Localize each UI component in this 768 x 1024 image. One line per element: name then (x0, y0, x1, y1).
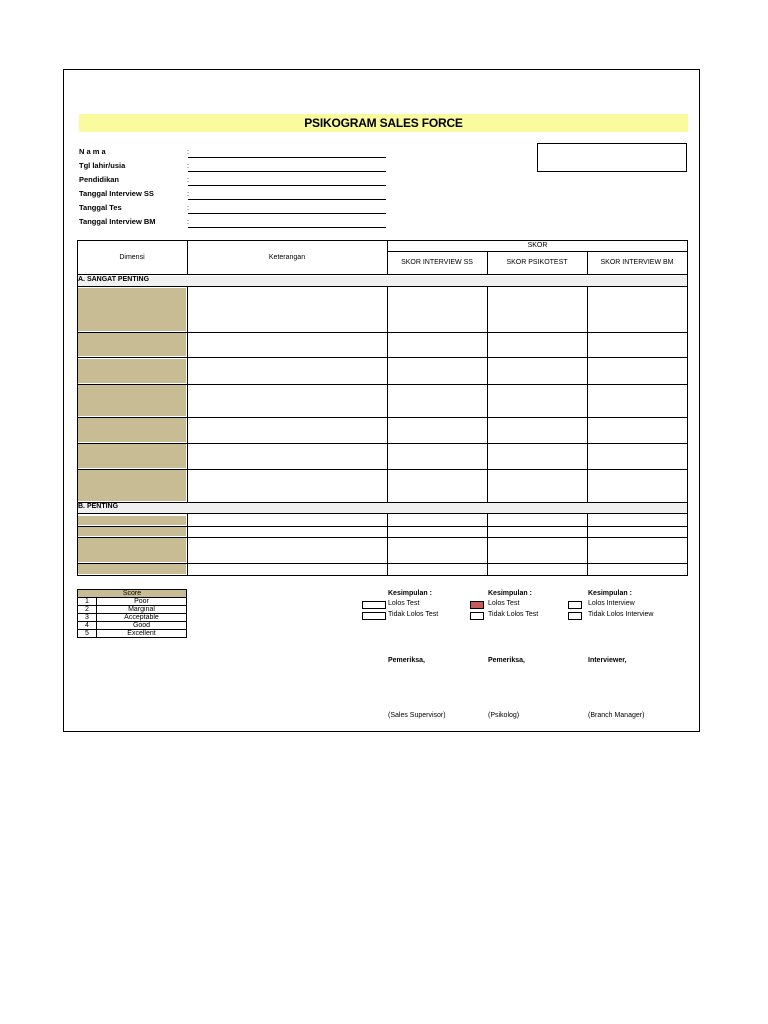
signature-title-ss: (Sales Supervisor) (388, 712, 446, 719)
grid-line (687, 240, 688, 576)
section-b-label: B. PENTING (78, 503, 119, 510)
dimension-cell (78, 385, 186, 416)
grid-line (77, 537, 688, 538)
field-colon: : (187, 189, 190, 198)
grid-line (187, 240, 387, 241)
grid-line (387, 286, 388, 502)
grid-line (587, 513, 588, 576)
field-colon: : (187, 203, 190, 212)
grid-line (77, 443, 688, 444)
field-line-pendidikan[interactable] (188, 185, 386, 186)
checkbox-lolos-test-ss[interactable] (362, 601, 386, 609)
checkbox-lolos-interview-bm[interactable] (568, 601, 582, 609)
checkbox-lolos-test-psikotest[interactable] (470, 601, 484, 609)
dimension-cell (78, 418, 186, 442)
checkbox-tidak-lolos-test-ss[interactable] (362, 612, 386, 620)
dimension-cell (78, 527, 186, 536)
field-line-tanggal-interview-bm[interactable] (188, 227, 386, 228)
conclusion-pass-psikotest: Lolos Test (488, 600, 520, 607)
conclusion-fail-ss: Tidak Lolos Test (388, 611, 439, 618)
conclusion-heading-bm: Kesimpulan : (588, 590, 632, 597)
grid-line (587, 286, 588, 502)
score-num: 4 (78, 622, 97, 630)
grid-line (77, 332, 688, 333)
grid-line (77, 469, 688, 470)
field-label-tanggal-interview-bm: Tanggal Interview BM (79, 217, 156, 226)
section-a-label: A. SANGAT PENTING (78, 276, 150, 283)
header-dimensi: Dimensi (119, 254, 145, 261)
grid-line (77, 384, 688, 385)
conclusion-pass-bm: Lolos Interview (588, 600, 635, 607)
conclusion-heading-ss: Kesimpulan : (388, 590, 432, 597)
field-colon: : (187, 161, 190, 170)
section-b-bar (78, 503, 687, 513)
photo-box (537, 143, 687, 172)
psikogram-sheet (63, 69, 700, 732)
grid-line (77, 240, 187, 241)
conclusion-fail-psikotest: Tidak Lolos Test (488, 611, 539, 618)
dimension-cell (78, 333, 186, 356)
grid-line (487, 286, 488, 502)
dimension-cell (78, 470, 186, 501)
score-grid (77, 240, 688, 577)
signature-title-bm: (Branch Manager) (588, 712, 645, 719)
header-skor-psikotest: SKOR PSIKOTEST (506, 259, 568, 266)
score-num: 2 (78, 606, 97, 614)
dimension-cell (78, 288, 186, 331)
checkbox-tidak-lolos-test-psikotest[interactable] (470, 612, 484, 620)
grid-line (77, 502, 688, 503)
grid-line (77, 417, 688, 418)
grid-line (187, 286, 188, 502)
grid-line (387, 251, 688, 252)
signature-role-ss: Pemeriksa, (388, 657, 425, 664)
conclusion-heading-psikotest: Kesimpulan : (488, 590, 532, 597)
score-num: 3 (78, 614, 97, 622)
field-line-nama[interactable] (188, 157, 386, 158)
grid-line (487, 513, 488, 576)
title-bar (79, 114, 688, 132)
score-label: Acceptable (97, 614, 187, 622)
dimension-cell (78, 538, 186, 562)
grid-line (77, 575, 688, 576)
grid-line (387, 513, 388, 576)
field-colon: : (187, 217, 190, 226)
grid-line (77, 526, 688, 527)
field-line-tgl-lahir[interactable] (188, 171, 386, 172)
signature-role-psikolog: Pemeriksa, (488, 657, 525, 664)
grid-line (77, 513, 688, 514)
score-label: Poor (97, 598, 187, 606)
header-skor-interview-bm: SKOR INTERVIEW BM (600, 259, 674, 266)
field-label-nama: N a m a (79, 147, 106, 156)
field-label-tanggal-interview-ss: Tanggal Interview SS (79, 189, 154, 198)
field-line-tanggal-tes[interactable] (188, 213, 386, 214)
grid-line (387, 240, 688, 241)
field-label-tgl-lahir: Tgl lahir/usia (79, 161, 126, 170)
conclusion-pass-ss: Lolos Test (388, 600, 420, 607)
field-label-tanggal-tes: Tanggal Tes (79, 203, 122, 212)
dimension-cell (78, 444, 186, 468)
score-label: Excellent (97, 630, 187, 638)
score-label: Good (97, 622, 187, 630)
page-title: PSIKOGRAM SALES FORCE (304, 116, 463, 130)
header-skor-interview-ss: SKOR INTERVIEW SS (401, 259, 473, 266)
field-colon: : (187, 147, 190, 156)
checkbox-tidak-lolos-interview-bm[interactable] (568, 612, 582, 620)
grid-line (77, 563, 688, 564)
section-a-bar (78, 276, 687, 286)
score-legend (77, 589, 187, 638)
grid-line (187, 513, 188, 576)
score-num: 1 (78, 598, 97, 606)
signature-role-bm: Interviewer, (588, 657, 627, 664)
score-num: 5 (78, 630, 97, 638)
dimension-cell (78, 516, 186, 525)
header-keterangan: Keterangan (268, 254, 306, 261)
grid-line (77, 240, 78, 576)
field-line-tanggal-interview-ss[interactable] (188, 199, 386, 200)
conclusion-fail-bm: Tidak Lolos Interview (588, 611, 654, 618)
field-label-pendidikan: Pendidikan (79, 175, 120, 184)
grid-line (77, 357, 688, 358)
grid-line (77, 286, 688, 287)
field-colon: : (187, 175, 190, 184)
grid-line (77, 274, 688, 275)
score-label: Marginal (97, 606, 187, 614)
signature-title-psikolog: (Psikolog) (488, 712, 520, 719)
score-legend-header: Score (78, 590, 187, 598)
header-skor: SKOR (527, 242, 548, 249)
dimension-cell (78, 564, 186, 574)
dimension-cell (78, 359, 186, 383)
